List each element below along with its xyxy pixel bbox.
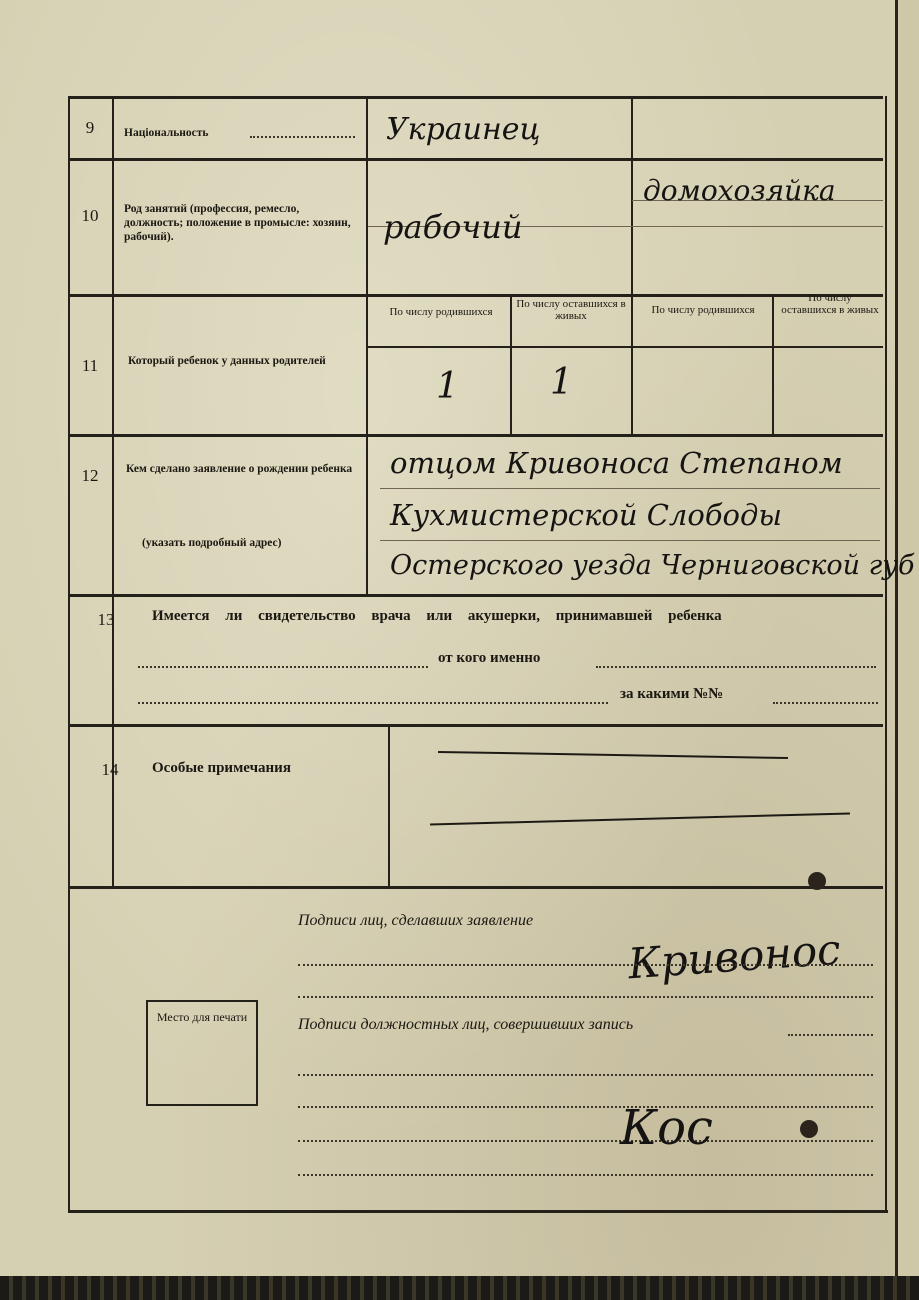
dotted-leader [250, 136, 355, 138]
label-from-whom: от кого именно [438, 650, 541, 666]
registration-form [68, 96, 915, 1216]
label-applicant-signatures: Подписи лиц, сделавших заявление [298, 912, 534, 929]
remarks-column-line [388, 726, 390, 886]
dotted-leader [788, 1034, 873, 1036]
dotted-leader [773, 702, 878, 704]
label-declarant: Кем сделано заявление о рождении ребенка [126, 463, 353, 475]
r11-header-line [368, 346, 883, 348]
dotted-leader [138, 702, 608, 704]
row-number-9: 9 [85, 118, 95, 137]
row-number-11: 11 [81, 356, 99, 375]
dotted-leader [298, 996, 873, 998]
dotted-leader [298, 1140, 873, 1142]
label-remarks: Особые примечания [152, 760, 291, 776]
dotted-leader [298, 1174, 873, 1176]
handwritten-nationality: Украинец [386, 112, 541, 147]
official-signature: Кос [620, 1100, 713, 1156]
label-certificate: Имеется ли свидетельство врача или акушерки, принимавшей ребенка [152, 608, 722, 624]
remarks-strike-2 [430, 813, 850, 826]
frame-left [68, 96, 70, 1211]
page-edge [895, 0, 919, 1300]
frame-right [885, 96, 887, 1211]
binding-edge [0, 1276, 919, 1300]
handwritten-alive-count: 1 [550, 362, 573, 403]
remarks-strike-1 [438, 751, 788, 759]
label-child-order: Который ребенок у данных родителей [128, 355, 326, 367]
col-alive-father: По числу оставшихся в живых [516, 298, 626, 322]
row-number-12: 12 [81, 466, 99, 485]
col-born-mother: По числу родившихся [651, 304, 755, 316]
label-numbers: за какими №№ [620, 686, 724, 702]
r12-line-1 [380, 488, 880, 489]
row-number-10: 10 [81, 206, 99, 225]
punch-hole [800, 1120, 818, 1138]
frame-bottom [68, 1210, 888, 1213]
row-sep-10 [68, 294, 883, 297]
label-address: (указать подробный адрес) [142, 537, 282, 549]
dotted-leader [298, 1074, 873, 1076]
dotted-leader [596, 666, 876, 668]
dotted-leader [138, 666, 428, 668]
dotted-leader [298, 964, 873, 966]
stamp-box: Место для печати [146, 1000, 258, 1106]
punch-hole [808, 872, 826, 890]
applicant-signature: Кривонос [626, 924, 843, 989]
r11-col-line-2 [772, 296, 774, 434]
handwritten-village: Кухмистерской Слободы [390, 498, 782, 532]
frame-top [68, 96, 883, 99]
father-mother-line [631, 96, 633, 436]
r12-line-2 [380, 540, 880, 541]
col-alive-mother: По числу оставшихся в живых [781, 292, 879, 316]
row-number-13: 13 [97, 610, 115, 629]
handwritten-declarant: отцом Кривоноса Степаном [390, 446, 843, 480]
col-born-father: По числу родившихся [389, 306, 493, 318]
row-sep-11 [68, 434, 883, 437]
r11-col-line-1 [510, 296, 512, 434]
row-sep-9 [68, 158, 883, 161]
handwritten-father-occupation: рабочий [383, 208, 523, 246]
dotted-leader [298, 1106, 873, 1108]
row-sep-13 [68, 724, 883, 727]
row-sep-14 [68, 886, 883, 889]
handwritten-district: Остерского уезда Черниговской губ [390, 550, 915, 581]
row-sep-12 [68, 594, 883, 597]
label-occupation: Род занятий (профессия, ремесло, должность; положение в промысле: хозяин, рабочий). [124, 203, 351, 243]
row-number-14: 14 [101, 760, 119, 779]
handwritten-born-count: 1 [436, 366, 459, 407]
label-official-signatures: Подписи должностных лиц, совершивших запись [298, 1016, 634, 1033]
label-nationality: Національность [124, 127, 209, 139]
handwritten-mother-occupation: домохозяйка [643, 174, 836, 207]
